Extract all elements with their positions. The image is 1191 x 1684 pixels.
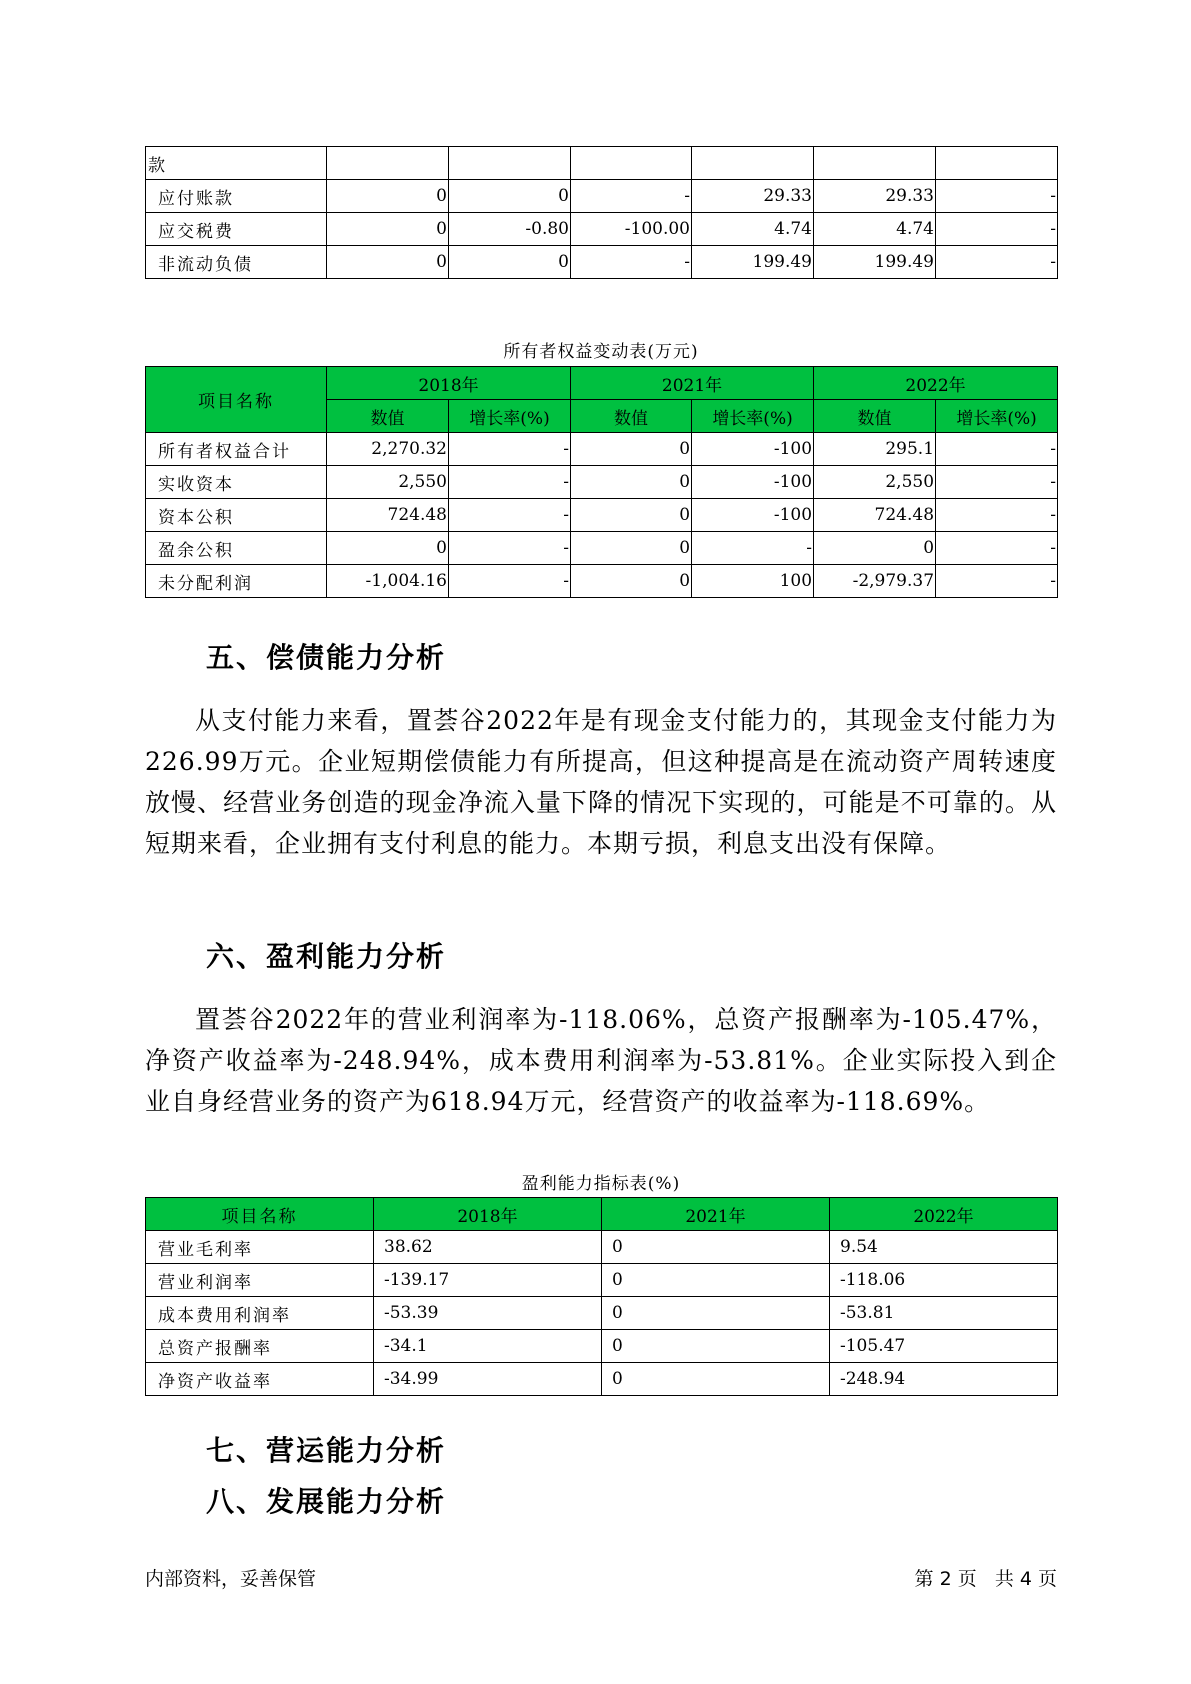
- cell: 4.74: [814, 213, 936, 246]
- cell: -139.17: [374, 1264, 602, 1297]
- cell: 2,270.32: [327, 433, 449, 466]
- cell: -100.00: [571, 213, 692, 246]
- cell: -: [449, 565, 571, 598]
- table-row: [146, 466, 1058, 499]
- cell: -248.94: [830, 1363, 1058, 1396]
- cell: 0: [571, 433, 692, 466]
- table-row: [146, 532, 1058, 565]
- row-label: 应交税费: [146, 213, 327, 246]
- cell: 2,550: [814, 466, 936, 499]
- header-value: 数值: [327, 400, 449, 433]
- cell: 0: [327, 180, 449, 213]
- cell: -: [449, 499, 571, 532]
- equity-table: [145, 366, 1058, 598]
- cell: -53.39: [374, 1297, 602, 1330]
- cell: -118.06: [830, 1264, 1058, 1297]
- row-label: 营业毛利率: [146, 1231, 374, 1264]
- section-heading-solvency: 五、偿债能力分析: [206, 641, 447, 674]
- liability-table: [145, 146, 1058, 279]
- section-heading-profitability: 六、盈利能力分析: [206, 940, 447, 973]
- table-row: [146, 1297, 1058, 1330]
- row-label: 未分配利润: [146, 565, 327, 598]
- cell: -: [936, 433, 1058, 466]
- section-heading-development: 八、发展能力分析: [206, 1485, 447, 1518]
- cell: 0: [602, 1330, 830, 1363]
- table-row: [146, 1330, 1058, 1363]
- cell: -: [936, 213, 1058, 246]
- footer-page-number: 第 2 页 共 4 页: [914, 1568, 1057, 1590]
- table-row: [146, 1264, 1058, 1297]
- cell: -: [936, 246, 1058, 279]
- row-label: 资本公积: [146, 499, 327, 532]
- cell: -100: [692, 433, 814, 466]
- cell: 0: [571, 466, 692, 499]
- cell: 724.48: [814, 499, 936, 532]
- header-year: 2022年: [814, 367, 1058, 400]
- cell: 4.74: [692, 213, 814, 246]
- header-year: 2021年: [602, 1198, 830, 1231]
- profit-table: [145, 1197, 1058, 1396]
- cell: 9.54: [830, 1231, 1058, 1264]
- header-item-name: 项目名称: [146, 367, 327, 433]
- cell: 0: [327, 213, 449, 246]
- table-row: [146, 1363, 1058, 1396]
- cell: [449, 147, 571, 180]
- footer-confidential-note: 内部资料，妥善保管: [145, 1568, 317, 1590]
- cell: 0: [814, 532, 936, 565]
- cell: 0: [449, 246, 571, 279]
- cell: [571, 147, 692, 180]
- table-row: [146, 565, 1058, 598]
- cell: 0: [327, 532, 449, 565]
- table-header-row: [146, 367, 1058, 400]
- cell: -2,979.37: [814, 565, 936, 598]
- cell: -: [936, 499, 1058, 532]
- header-value: 数值: [571, 400, 692, 433]
- row-label: 所有者权益合计: [146, 433, 327, 466]
- table-header-row: [146, 1198, 1058, 1231]
- cell: 295.1: [814, 433, 936, 466]
- cell: -: [692, 532, 814, 565]
- row-label: 应付账款: [146, 180, 327, 213]
- table-row: [146, 1231, 1058, 1264]
- row-label: 盈余公积: [146, 532, 327, 565]
- row-label: 非流动负债: [146, 246, 327, 279]
- cell: 29.33: [692, 180, 814, 213]
- cell: -34.1: [374, 1330, 602, 1363]
- table-row: [146, 499, 1058, 532]
- cell: -: [571, 180, 692, 213]
- section-heading-operations: 七、营运能力分析: [206, 1434, 447, 1467]
- cell: -: [936, 180, 1058, 213]
- table-row: [146, 246, 1058, 279]
- cell: 0: [327, 246, 449, 279]
- cell: 2,550: [327, 466, 449, 499]
- cell: -: [936, 466, 1058, 499]
- cell: 0: [571, 565, 692, 598]
- row-label: 成本费用利润率: [146, 1297, 374, 1330]
- cell: 0: [449, 180, 571, 213]
- cell: 0: [602, 1297, 830, 1330]
- cell: [327, 147, 449, 180]
- header-year: 2018年: [374, 1198, 602, 1231]
- cell: -34.99: [374, 1363, 602, 1396]
- row-label: 款: [146, 147, 327, 180]
- header-growth: 增长率(%): [936, 400, 1058, 433]
- cell: -: [936, 532, 1058, 565]
- cell: [814, 147, 936, 180]
- row-label: 实收资本: [146, 466, 327, 499]
- cell: -100: [692, 499, 814, 532]
- profit-table-caption: 盈利能力指标表(%): [521, 1174, 681, 1194]
- cell: 0: [571, 532, 692, 565]
- paragraph-profitability: 置荟谷2022年的营业利润率为-118.06%，总资产报酬率为-105.47%，净资产收益率为-248.94%，成本费用利润率为-53.81%。企业实际投入到企业自身经营业务的资产为618.94万元，经营资产的收益率为-118.69%。: [145, 1005, 1057, 1116]
- cell: 100: [692, 565, 814, 598]
- cell: 0: [571, 499, 692, 532]
- header-item-name: 项目名称: [146, 1198, 374, 1231]
- cell: -53.81: [830, 1297, 1058, 1330]
- cell: 0: [602, 1363, 830, 1396]
- header-year: 2018年: [327, 367, 571, 400]
- cell: 199.49: [814, 246, 936, 279]
- cell: 199.49: [692, 246, 814, 279]
- table-row: [146, 213, 1058, 246]
- header-year: 2022年: [830, 1198, 1058, 1231]
- cell: 29.33: [814, 180, 936, 213]
- cell: -105.47: [830, 1330, 1058, 1363]
- table-row: [146, 180, 1058, 213]
- cell: -100: [692, 466, 814, 499]
- header-growth: 增长率(%): [449, 400, 571, 433]
- cell: 0: [602, 1264, 830, 1297]
- paragraph-solvency: 从支付能力来看，置荟谷2022年是有现金支付能力的，其现金支付能力为226.99万元。企业短期偿债能力有所提高，但这种提高是在流动资产周转速度放慢、经营业务创造的现金净流入量下降的情况下实现的，可能是不可靠的。从短期来看，企业拥有支付利息的能力。本期亏损，利息支出没有保障。: [145, 706, 1057, 858]
- header-growth: 增长率(%): [692, 400, 814, 433]
- cell: [692, 147, 814, 180]
- equity-table-caption: 所有者权益变动表(万元): [503, 342, 699, 362]
- table-row: [146, 433, 1058, 466]
- cell: 38.62: [374, 1231, 602, 1264]
- cell: -0.80: [449, 213, 571, 246]
- cell: -: [936, 565, 1058, 598]
- cell: -: [449, 466, 571, 499]
- cell: -1,004.16: [327, 565, 449, 598]
- row-label: 总资产报酬率: [146, 1330, 374, 1363]
- row-label: 营业利润率: [146, 1264, 374, 1297]
- cell: 0: [602, 1231, 830, 1264]
- header-value: 数值: [814, 400, 936, 433]
- cell: -: [449, 433, 571, 466]
- cell: -: [571, 246, 692, 279]
- cell: -: [449, 532, 571, 565]
- table-row: [146, 147, 1058, 180]
- cell: 724.48: [327, 499, 449, 532]
- row-label: 净资产收益率: [146, 1363, 374, 1396]
- cell: [936, 147, 1058, 180]
- header-year: 2021年: [571, 367, 814, 400]
